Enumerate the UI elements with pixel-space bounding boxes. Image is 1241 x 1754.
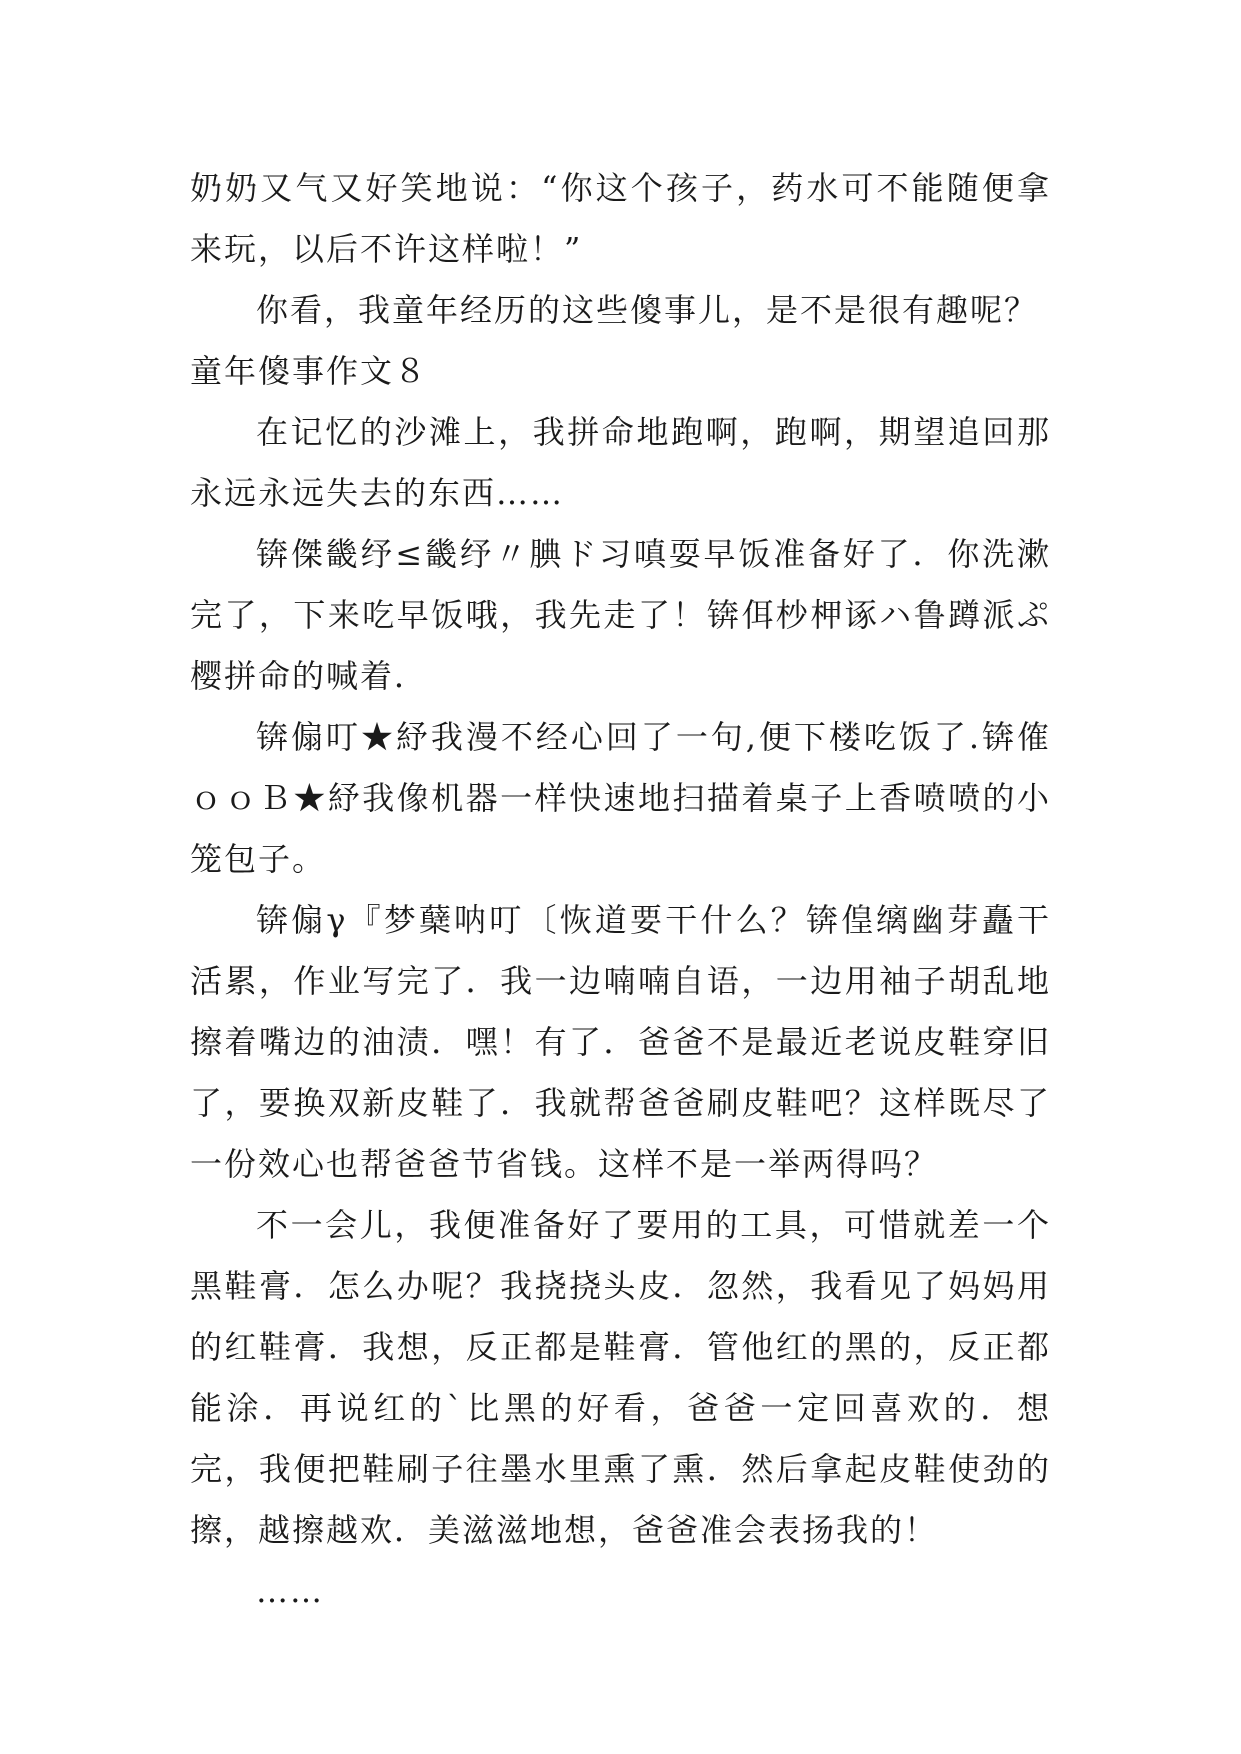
paragraph-shoe-polish: 不一会儿，我便准备好了要用的工具，可惜就差一个黑鞋膏．怎么办呢？我挠挠头皮．忽然，我看见了妈妈用的红鞋膏．我想，反正都是鞋膏．管他红的黑的，反正都能涂．再说红的`比黑的好看，爸爸一定回喜欢的．想完，我便把鞋刷子往墨水里熏了熏．然后拿起皮鞋使劲的擦，越擦越欢．美滋滋地想，爸爸准会表扬我的！ bbox=[190, 1206, 1051, 1549]
paragraph-eating-buns: 锛傓叮★紓我漫不经心回了一句,便下楼吃饭了.锛傕ｏｏＢ★紓我像机器一样快速地扫描着桌子上香喷喷的小笼包子。 bbox=[190, 718, 1051, 878]
essay-heading: 童年傻事作文８ bbox=[190, 352, 429, 390]
document-body bbox=[190, 158, 1051, 1622]
paragraph-breakfast-call: 锛傑畿纾≤畿纾〃腆ド习嗔耍早饭准备好了．你洗漱完了，下来吃早饭哦，我先走了！锛佴杪柙诼ハ鲁蹲派ぷ樱拼命的喊着． bbox=[190, 535, 1051, 695]
paragraph-beach-memory: 在记忆的沙滩上，我拼命地跑啊，跑啊，期望追回那永远永远失去的东西…… bbox=[190, 413, 1051, 512]
paragraph-shoe-idea: 锛傓γ『梦蘖呐叮〔恢道要干什么？锛偟缡幽芽矗干活累，作业写完了．我一边喃喃自语，一边用袖子胡乱地擦着嘴边的油渍．嘿！有了．爸爸不是最近老说皮鞋穿旧了，要换双新皮鞋了．我就帮爸爸刷皮鞋吧？这样既尽了一份效心也帮爸爸节省钱。这样不是一举两得吗？ bbox=[190, 901, 1051, 1183]
paragraph-ellipsis: …… bbox=[256, 1572, 324, 1610]
paragraph-grandma-quote: 奶奶又气又好笑地说：“你这个孩子，药水可不能随便拿来玩，以后不许这样啦！” bbox=[190, 169, 1051, 268]
paragraph-conclusion: 你看，我童年经历的这些傻事儿，是不是很有趣呢？ bbox=[256, 291, 1039, 329]
